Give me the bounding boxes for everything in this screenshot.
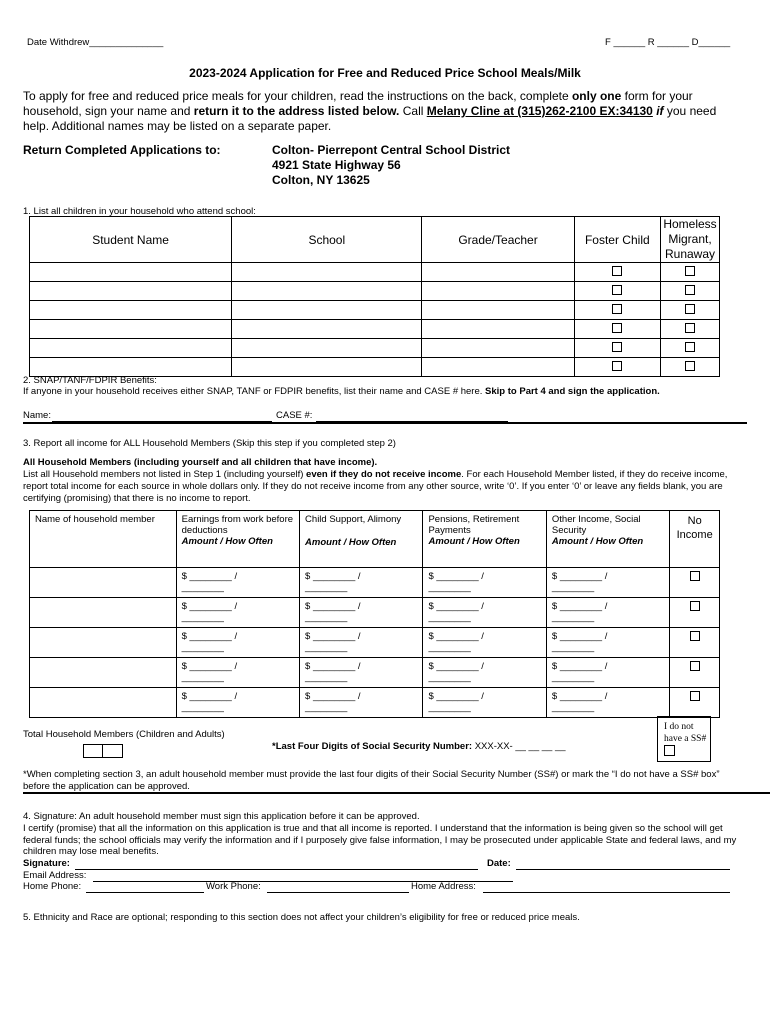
school-cell[interactable]: [232, 358, 422, 377]
no-income-checkbox[interactable]: [690, 571, 700, 581]
foster-child-checkbox[interactable]: [612, 323, 622, 333]
grade-teacher-cell[interactable]: [422, 339, 574, 358]
date-label: Date:: [487, 858, 511, 869]
school-cell[interactable]: [232, 301, 422, 320]
date-withdrew-field[interactable]: Date Withdrew______________: [27, 37, 164, 48]
child-row: [30, 301, 720, 320]
student-name-cell[interactable]: [30, 339, 232, 358]
col-homeless: Homeless Migrant, Runaway: [661, 217, 720, 263]
homeless-cell: [661, 320, 720, 339]
income-table: [29, 510, 720, 718]
col-school: School: [232, 217, 422, 263]
household-member-name-cell[interactable]: [30, 658, 177, 688]
child-row: [30, 320, 720, 339]
foster-child-checkbox[interactable]: [612, 342, 622, 352]
email-label: Email Address:: [23, 870, 87, 881]
foster-child-checkbox[interactable]: [612, 304, 622, 314]
earnings-cell[interactable]: $ ________ / ________: [176, 598, 299, 628]
foster-child-checkbox[interactable]: [612, 266, 622, 276]
total-members-label: Total Household Members (Children and Adults): [23, 729, 225, 740]
foster-child-cell: [574, 263, 660, 282]
grade-teacher-cell[interactable]: [422, 263, 574, 282]
foster-child-cell: [574, 339, 660, 358]
return-address: Colton- Pierrepont Central School District 4921 State Highway 56 Colton, NY 13625: [272, 143, 511, 187]
homeless-checkbox[interactable]: [685, 323, 695, 333]
income-row: [30, 568, 720, 598]
child-row: [30, 358, 720, 377]
earnings-cell[interactable]: $ ________ / ________: [176, 658, 299, 688]
no-income-cell: [670, 568, 720, 598]
foster-child-cell: [574, 358, 660, 377]
work-phone-field[interactable]: [267, 892, 409, 893]
step3-label: 3. Report all income for ALL Household Members (Skip this step if you completed step 2): [23, 438, 396, 449]
pensions-cell[interactable]: $ ________ / ________: [423, 688, 546, 718]
grade-teacher-cell[interactable]: [422, 358, 574, 377]
col-grade-teacher: Grade/Teacher: [422, 217, 574, 263]
homeless-checkbox[interactable]: [685, 266, 695, 276]
child-row: [30, 263, 720, 282]
grade-teacher-cell[interactable]: [422, 282, 574, 301]
no-income-cell: [670, 628, 720, 658]
student-name-cell[interactable]: [30, 301, 232, 320]
other-income-cell[interactable]: $ ________ / ________: [546, 568, 669, 598]
total-members-input[interactable]: [83, 744, 123, 758]
home-phone-label: Home Phone:: [23, 881, 82, 892]
school-cell[interactable]: [232, 320, 422, 339]
pensions-cell[interactable]: $ ________ / ________: [423, 658, 546, 688]
earnings-cell[interactable]: $ ________ / ________: [176, 688, 299, 718]
child-row: [30, 339, 720, 358]
school-cell[interactable]: [232, 339, 422, 358]
no-income-cell: [670, 688, 720, 718]
col-student-name: Student Name: [30, 217, 232, 263]
col-household-member: Name of household member: [30, 511, 177, 568]
divider: [23, 422, 747, 424]
income-row: [30, 628, 720, 658]
date-field[interactable]: [516, 869, 730, 870]
household-member-name-cell[interactable]: [30, 628, 177, 658]
ssn-note: *When completing section 3, an adult household member must provide the last four digits of their Social Security Number (SS#) or mark the “I do not have a SS# box” before the application can be approved.: [23, 769, 720, 792]
student-name-cell[interactable]: [30, 358, 232, 377]
earnings-cell[interactable]: $ ________ / ________: [176, 568, 299, 598]
other-income-cell[interactable]: $ ________ / ________: [546, 658, 669, 688]
step3-heading: All Household Members (including yourself and all children that have income).: [23, 457, 378, 468]
home-address-label: Home Address:: [411, 881, 476, 892]
foster-child-cell: [574, 282, 660, 301]
step2-name-label: Name:: [23, 410, 51, 421]
divider: [23, 792, 770, 794]
no-ssn-box: I do not have a SS#: [657, 716, 711, 762]
household-member-name-cell[interactable]: [30, 568, 177, 598]
pensions-cell[interactable]: $ ________ / ________: [423, 568, 546, 598]
pensions-cell[interactable]: $ ________ / ________: [423, 598, 546, 628]
foster-child-cell: [574, 320, 660, 339]
household-member-name-cell[interactable]: [30, 598, 177, 628]
no-income-checkbox[interactable]: [690, 691, 700, 701]
grade-teacher-cell[interactable]: [422, 320, 574, 339]
school-cell[interactable]: [232, 282, 422, 301]
homeless-cell: [661, 301, 720, 320]
homeless-checkbox[interactable]: [685, 361, 695, 371]
return-label: Return Completed Applications to:: [23, 143, 221, 157]
home-address-field[interactable]: [483, 892, 730, 893]
homeless-checkbox[interactable]: [685, 285, 695, 295]
step3-instructions: List all Household members not listed in Step 1 (including yourself) even if they do not receive income. For each Household Member listed, if they do receive income, report total income for each source in whole dollars only. If they do not receive income from any other source, write ‘0’. If you enter ‘0’ or leave any fields blank, you are certifying (promising) that there is no income to report.: [23, 469, 728, 504]
grade-teacher-cell[interactable]: [422, 301, 574, 320]
school-cell[interactable]: [232, 263, 422, 282]
other-income-cell[interactable]: $ ________ / ________: [546, 628, 669, 658]
homeless-cell: [661, 339, 720, 358]
intro-paragraph: To apply for free and reduced price meals for your children, read the instructions on the back, complete only one form for your household, sign your name and return it to the address listed below. Call Melany Cline at (315)262-2100 EX:34130 if you need help. Additional names may be listed on a separate paper.: [23, 89, 717, 133]
contact-link[interactable]: Melany Cline at (315)262-2100 EX:34130: [426, 104, 653, 118]
earnings-cell[interactable]: $ ________ / ________: [176, 628, 299, 658]
child-row: [30, 282, 720, 301]
ssn-field[interactable]: *Last Four Digits of Social Security Number: XXX-XX- __ __ __ __: [272, 741, 566, 752]
homeless-checkbox[interactable]: [685, 304, 695, 314]
no-income-checkbox[interactable]: [690, 631, 700, 641]
no-income-checkbox[interactable]: [690, 601, 700, 611]
no-income-cell: [670, 598, 720, 628]
homeless-checkbox[interactable]: [685, 342, 695, 352]
homeless-cell: [661, 358, 720, 377]
foster-child-checkbox[interactable]: [612, 285, 622, 295]
signature-label: Signature:: [23, 858, 70, 869]
foster-child-cell: [574, 301, 660, 320]
col-foster-child: Foster Child: [574, 217, 660, 263]
page-title: 2023-2024 Application for Free and Reduced Price School Meals/Milk: [189, 66, 581, 80]
child-support-cell[interactable]: $ ________ / ________: [300, 658, 423, 688]
col-no-income: No Income: [670, 511, 720, 568]
children-table: [29, 216, 720, 377]
col-pensions: Pensions, Retirement Payments Amount / How Often: [423, 511, 546, 568]
child-support-cell[interactable]: $ ________ / ________: [300, 568, 423, 598]
income-row: [30, 658, 720, 688]
step4-label: 4. Signature: An adult household member must sign this application before it can be approved.: [23, 811, 420, 822]
certify-text: I certify (promise) that all the information on this application is true and that all income is reported. I understand that the information is being given so the school will get federal funds; the school officials may verify the information and if I purposely give false information, I may be prosecuted under applicable State and federal laws, and my children may lose meal benefits.: [23, 823, 737, 857]
signature-field[interactable]: [75, 869, 478, 870]
step2-text: If anyone in your household receives either SNAP, TANF or FDPIR benefits, list their name and CASE # here. Skip to Part 4 and sign the application.: [23, 386, 660, 397]
pensions-cell[interactable]: $ ________ / ________: [423, 628, 546, 658]
step5-label: 5. Ethnicity and Race are optional; responding to this section does not affect your children’s eligibility for free or reduced price meals.: [23, 912, 580, 923]
step2-label: 2. SNAP/TANF/FDPIR Benefits:: [23, 375, 157, 386]
household-member-name-cell[interactable]: [30, 688, 177, 718]
foster-child-checkbox[interactable]: [612, 361, 622, 371]
income-row: [30, 598, 720, 628]
no-ssn-checkbox[interactable]: [664, 745, 675, 756]
student-name-cell[interactable]: [30, 263, 232, 282]
student-name-cell[interactable]: [30, 282, 232, 301]
other-income-cell[interactable]: $ ________ / ________: [546, 688, 669, 718]
step1-label: 1. List all children in your household who attend school:: [23, 206, 256, 217]
no-income-cell: [670, 658, 720, 688]
frd-field[interactable]: F ______ R ______ D______: [605, 37, 731, 48]
other-income-cell[interactable]: $ ________ / ________: [546, 598, 669, 628]
homeless-cell: [661, 282, 720, 301]
work-phone-label: Work Phone:: [206, 881, 261, 892]
student-name-cell[interactable]: [30, 320, 232, 339]
child-support-cell[interactable]: $ ________ / ________: [300, 598, 423, 628]
step2-case-label: CASE #:: [276, 410, 313, 421]
col-other-income: Other Income, Social Security Amount / How Often: [546, 511, 669, 568]
child-support-cell[interactable]: $ ________ / ________: [300, 688, 423, 718]
income-row: [30, 688, 720, 718]
child-support-cell[interactable]: $ ________ / ________: [300, 628, 423, 658]
home-phone-field[interactable]: [86, 892, 204, 893]
homeless-cell: [661, 263, 720, 282]
no-income-checkbox[interactable]: [690, 661, 700, 671]
col-child-support: Child Support, Alimony Amount / How Often: [300, 511, 423, 568]
col-earnings: Earnings from work before deductions Amount / How Often: [176, 511, 299, 568]
